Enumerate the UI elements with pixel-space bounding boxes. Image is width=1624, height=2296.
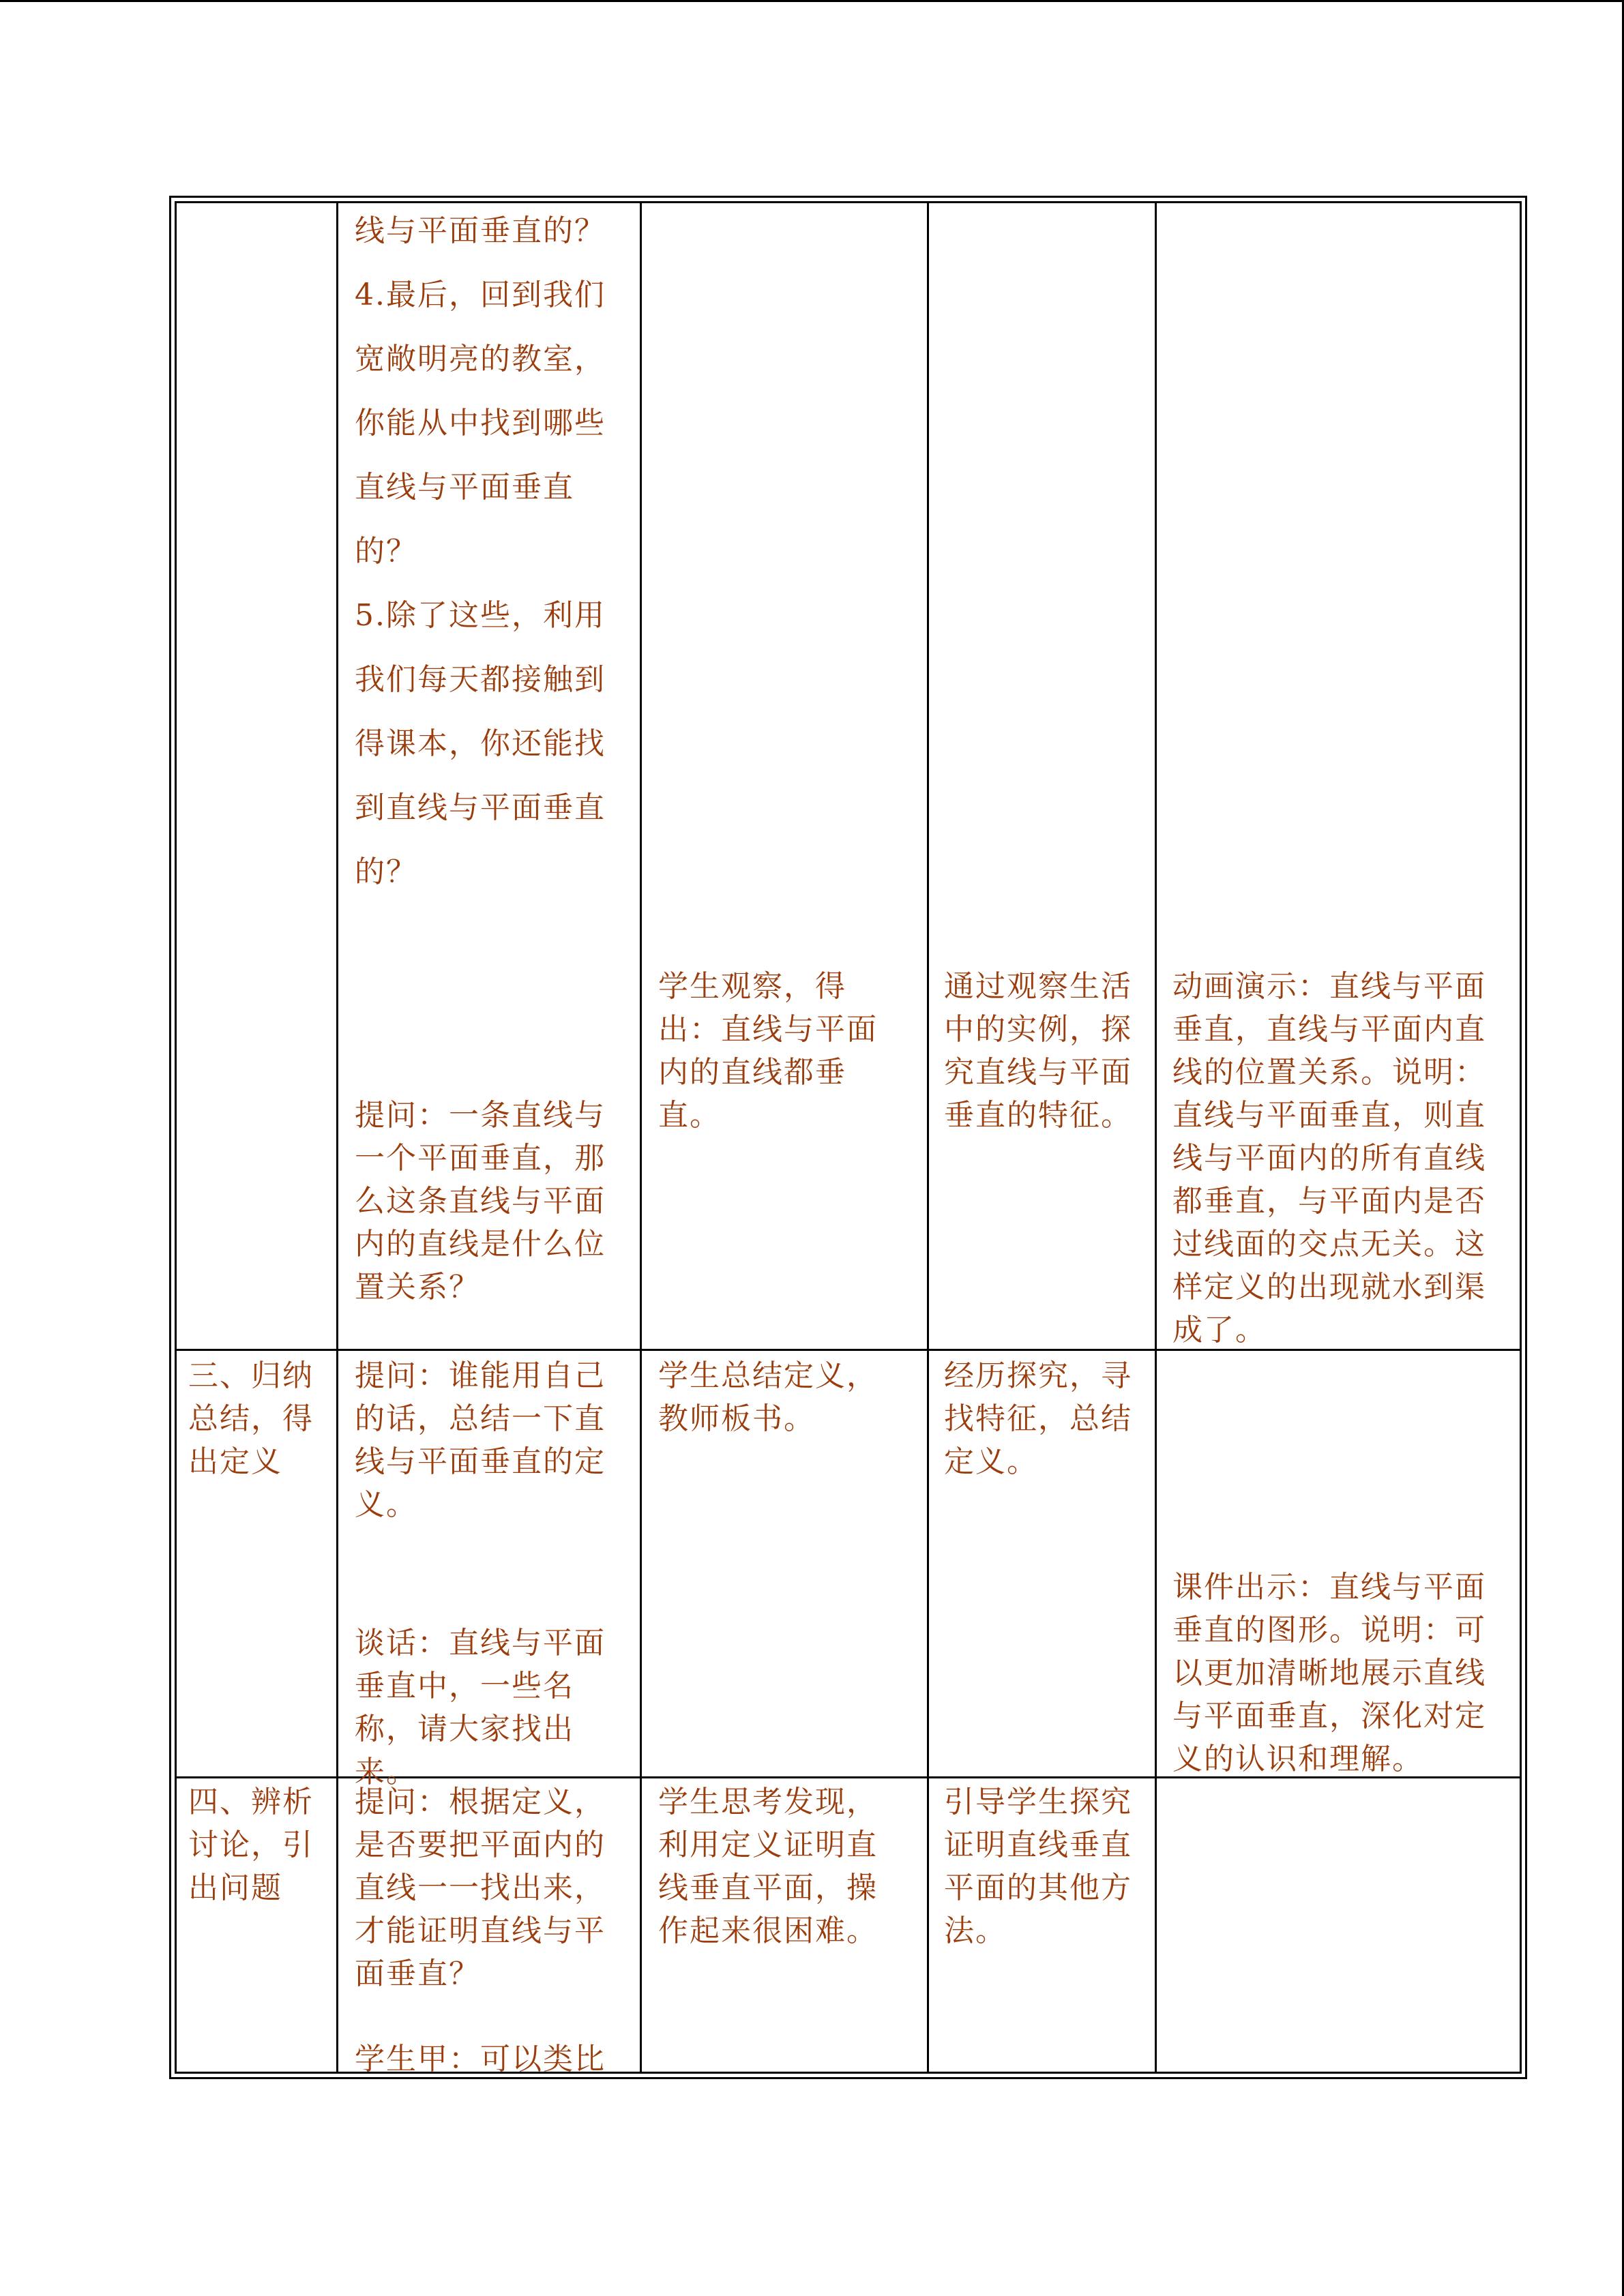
text-line: 线垂直平面，操 — [658, 1870, 878, 1905]
text-line: 与平面垂直，深化对定 — [1172, 1699, 1486, 1733]
text-line: 课件出示：直线与平面 — [1172, 1570, 1486, 1605]
text-line: 垂直，直线与平面内直 — [1172, 1012, 1486, 1047]
column-divider-2 — [640, 201, 642, 2074]
row1-student-activity — [658, 965, 878, 1137]
text-line: 才能证明直线与平 — [355, 1913, 606, 1948]
text-line: 证明直线垂直 — [944, 1828, 1132, 1862]
text-line: 学生观察，得 — [658, 969, 846, 1004]
text-line: 利用定义证明直 — [658, 1828, 878, 1862]
text-line: 教师板书。 — [658, 1401, 815, 1436]
text-line: 称，请大家找出 — [355, 1712, 574, 1746]
text-line: 我们每天都接触到 — [355, 662, 606, 697]
text-line: 样定义的出现就水到渠 — [1172, 1270, 1486, 1304]
text-line: 线与平面垂直的？ — [355, 213, 606, 248]
text-line: 提问：谁能用自己 — [355, 1358, 606, 1393]
text-line: 四、辨析 — [188, 1785, 314, 1819]
text-line: 究直线与平面 — [944, 1055, 1132, 1090]
text-line: 作起来很困难。 — [658, 1913, 878, 1948]
text-line: 学生思考发现， — [658, 1785, 878, 1819]
row2-student-activity — [658, 1354, 878, 1440]
text-line: 来。 — [355, 1755, 417, 1789]
text-line: 学生甲：可以类比 — [355, 2042, 606, 2076]
text-line: 三、归纳 — [188, 1358, 314, 1393]
text-line: 中的实例，探 — [944, 1012, 1132, 1047]
text-line: 你能从中找到哪些 — [355, 406, 606, 441]
text-line: 经历探究，寻 — [944, 1358, 1132, 1393]
text-line: 找特征，总结 — [944, 1401, 1132, 1436]
text-line: 4.最后，回到我们 — [355, 278, 606, 312]
text-line: 线的位置关系。说明： — [1172, 1055, 1486, 1090]
text-line: 谈话：直线与平面 — [355, 1626, 606, 1660]
text-line: 的话，总结一下直 — [355, 1401, 606, 1436]
text-line: 面垂直？ — [355, 1956, 480, 1991]
text-line: 5.除了这些，利用 — [355, 598, 606, 633]
text-line: 线与平面内的所有直线 — [1172, 1141, 1486, 1176]
row2-teacher-questions — [355, 1354, 606, 1793]
text-line: 讨论，引 — [188, 1828, 314, 1862]
row2-stage-title — [188, 1354, 314, 1483]
text-line: 以更加清晰地展示直线 — [1172, 1656, 1486, 1690]
text-line: 都垂直，与平面内是否 — [1172, 1184, 1486, 1219]
text-line: 内的直线都垂 — [658, 1055, 846, 1090]
row2-design-intent — [944, 1354, 1132, 1483]
text-line: 法。 — [944, 1913, 1007, 1948]
text-line: 的？ — [355, 534, 417, 569]
row1-teacher-question-perpendicular — [355, 1094, 606, 1309]
row2-media-note — [1172, 1566, 1486, 1780]
column-divider-1 — [336, 201, 338, 2074]
text-line: 垂直中，一些名 — [355, 1669, 574, 1703]
column-divider-4 — [1155, 201, 1157, 2074]
text-line: 引导学生探究 — [944, 1785, 1132, 1819]
text-line: 直线与平面垂直，则直 — [1172, 1098, 1486, 1133]
text-line: 到直线与平面垂直 — [355, 790, 606, 825]
text-line: 置关系？ — [355, 1270, 480, 1304]
text-line: 动画演示：直线与平面 — [1172, 969, 1486, 1004]
lesson-plan-table — [169, 196, 1527, 2079]
text-line: 么这条直线与平面 — [355, 1184, 606, 1219]
column-divider-3 — [927, 201, 929, 2074]
text-line: 直。 — [658, 1098, 721, 1133]
text-line: 得课本，你还能找 — [355, 726, 606, 761]
text-line: 宽敞明亮的教室， — [355, 342, 606, 376]
text-line: 出定义 — [188, 1444, 282, 1479]
text-line: 直线一一找出来， — [355, 1870, 606, 1905]
text-line: 通过观察生活 — [944, 969, 1132, 1004]
row1-media-note — [1172, 965, 1486, 1352]
text-line: 垂直的图形。说明：可 — [1172, 1613, 1486, 1648]
text-line: 学生总结定义， — [658, 1358, 878, 1393]
row3-design-intent — [944, 1780, 1132, 1952]
row3-teacher-questions — [355, 1780, 606, 2081]
text-line: 出：直线与平面 — [658, 1012, 878, 1047]
page-top-border — [0, 0, 1624, 2]
text-line: 提问：一条直线与 — [355, 1098, 606, 1133]
text-line: 直线与平面垂直 — [355, 470, 574, 505]
text-line: 平面的其他方 — [944, 1870, 1132, 1905]
text-line: 提问：根据定义， — [355, 1785, 606, 1819]
text-line: 线与平面垂直的定 — [355, 1444, 606, 1479]
row1-design-intent — [944, 965, 1132, 1137]
text-line: 过线面的交点无关。这 — [1172, 1227, 1486, 1262]
text-line: 义的认识和理解。 — [1172, 1742, 1423, 1776]
text-line: 定义。 — [944, 1444, 1038, 1479]
text-line: 总结，得 — [188, 1401, 314, 1436]
text-line: 内的直线是什么位 — [355, 1227, 606, 1262]
text-line: 的？ — [355, 854, 417, 889]
row3-stage-title — [188, 1780, 314, 1909]
text-line: 是否要把平面内的 — [355, 1828, 606, 1862]
text-line: 一个平面垂直，那 — [355, 1141, 606, 1176]
text-line: 垂直的特征。 — [944, 1098, 1132, 1133]
row1-teacher-questions — [355, 199, 606, 904]
text-line: 出问题 — [188, 1870, 282, 1905]
text-line: 成了。 — [1172, 1313, 1267, 1347]
row3-student-activity — [658, 1780, 878, 1952]
text-line: 义。 — [355, 1487, 417, 1522]
